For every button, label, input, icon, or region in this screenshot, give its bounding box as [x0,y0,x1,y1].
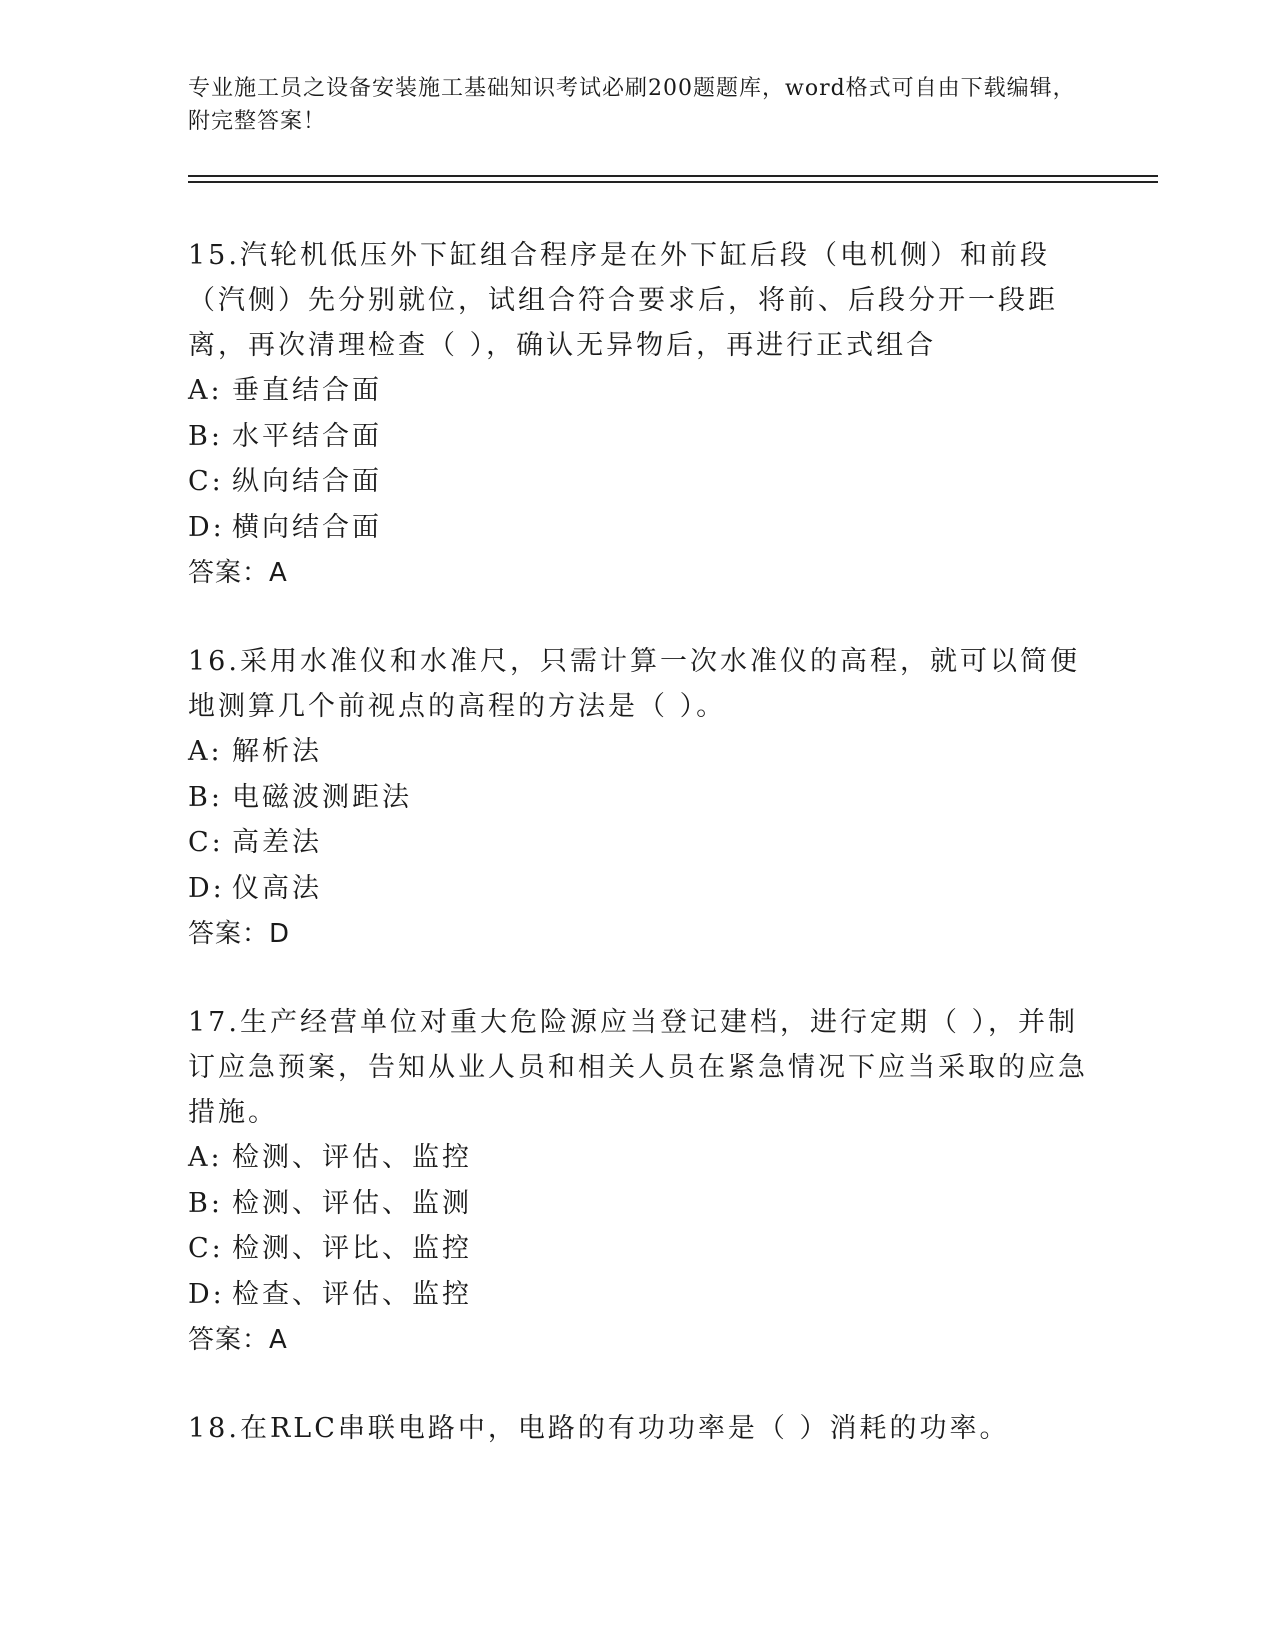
option-letter: A: [188,736,223,767]
option-b [188,414,1088,460]
option-text: 检测、评估、监控 [232,1142,472,1173]
option-letter: C: [188,827,224,858]
option-text: 检测、评比、监控 [232,1233,472,1264]
option-text: 垂直结合面 [232,375,382,406]
option-letter: D: [188,872,225,904]
option-c [188,1226,1088,1272]
option-letter: A: [188,375,223,406]
option-a [188,368,1088,414]
question-16 [188,639,1088,957]
option-letter: B: [188,1187,223,1219]
option-d [188,866,1088,912]
option-a [188,1135,1088,1181]
option-c [188,820,1088,866]
option-d [188,1272,1088,1318]
option-text: 仪高法 [232,872,322,904]
header-divider-bottom [188,181,1158,183]
question-17 [188,1000,1088,1363]
option-text: 电磁波测距法 [232,781,412,813]
option-c [188,459,1088,505]
question-stem: 17.生产经营单位对重大危险源应当登记建档，进行定期（ ），并制订应急预案，告知从业人员和相关人员在紧急情况下应当采取的应急措施。 [188,1007,1088,1128]
question-stem: 16.采用水准仪和水准尺，只需计算一次水准仪的高程，就可以简便地测算几个前视点的高程的方法是（ ）。 [188,646,1080,722]
option-letter: B: [188,781,223,813]
option-letter: D: [188,511,225,543]
option-a [188,729,1088,775]
option-b [188,775,1088,821]
option-text: 水平结合面 [232,420,382,452]
option-letter: A: [188,1142,223,1173]
option-text: 检测、评估、监测 [232,1187,472,1219]
header-divider-top [188,175,1158,177]
answer-line: 答案：A [188,558,288,588]
header-title: 专业施工员之设备安装施工基础知识考试必刷200题题库，word格式可自由下载编辑，附完整答案！ [188,76,1076,134]
option-letter: D: [188,1278,225,1310]
option-letter: C: [188,466,224,497]
document-header [188,72,1088,138]
question-stem: 15.汽轮机低压外下缸组合程序是在外下缸后段（电机侧）和前段（汽侧）先分别就位，试组合符合要求后，将前、后段分开一段距离，再次清理检查（ ），确认无异物后，再进行正式组合 [188,240,1058,361]
option-b [188,1181,1088,1227]
option-letter: B: [188,420,223,452]
option-text: 检查、评估、监控 [232,1278,472,1310]
option-text: 高差法 [232,827,322,858]
answer-line: 答案：D [188,919,291,949]
question-18 [188,1406,1088,1451]
option-text: 纵向结合面 [232,466,382,497]
answer-line: 答案：A [188,1325,288,1355]
question-list [188,233,1088,1494]
option-text: 横向结合面 [232,511,382,543]
option-text: 解析法 [232,736,322,767]
option-letter: C: [188,1233,224,1264]
question-15 [188,233,1088,596]
question-stem: 18.在RLC串联电路中，电路的有功功率是（ ）消耗的功率。 [188,1413,1010,1444]
option-d [188,505,1088,551]
